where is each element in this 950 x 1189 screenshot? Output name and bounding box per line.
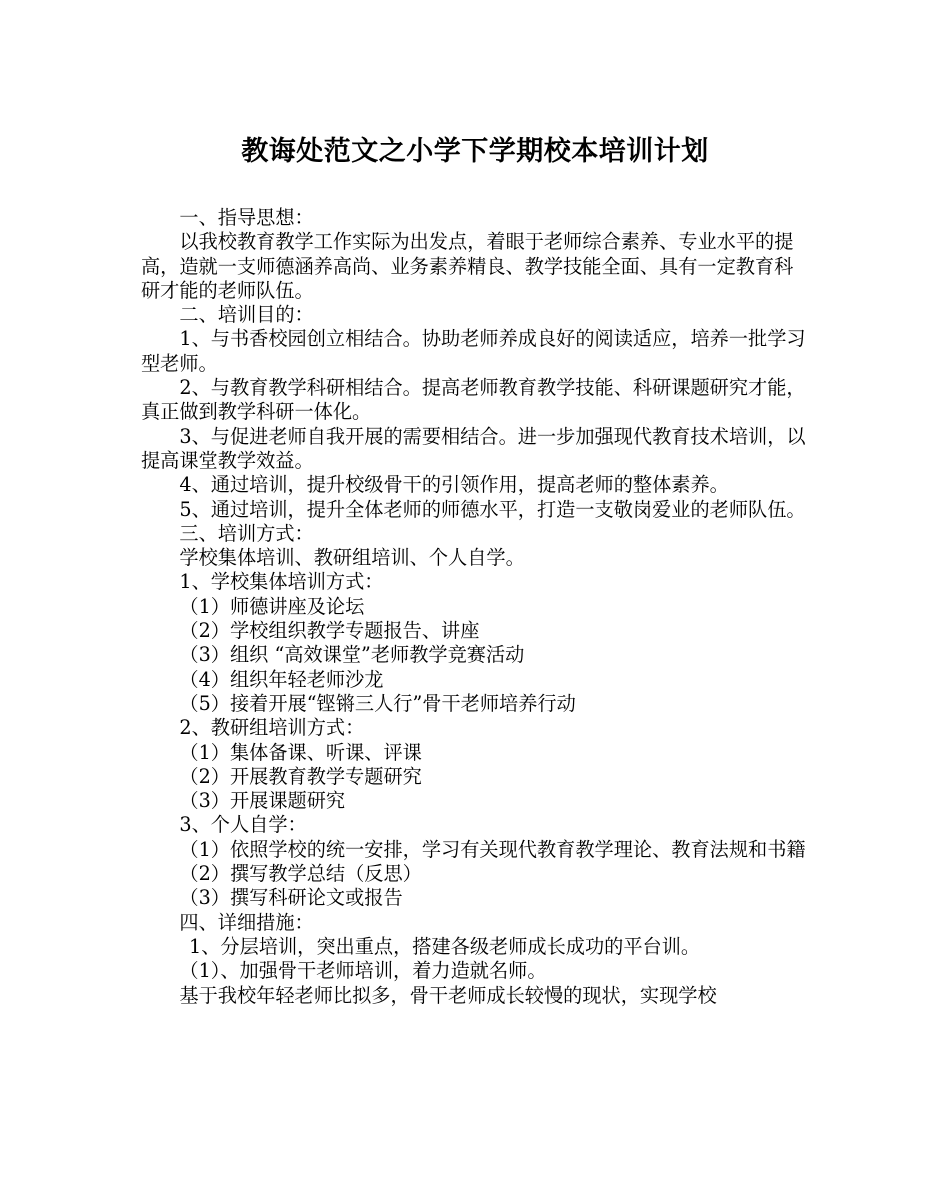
section-heading: 四、详细措施： xyxy=(179,910,314,934)
section-heading: 三、培训方式： xyxy=(179,521,314,545)
body-paragraph: 1、与书香校园创立相结合。协助老师养成良好的阅读适应，培养一批学习型老师。 xyxy=(141,327,806,375)
list-item: （1）集体备课、听课、评课 xyxy=(179,740,422,764)
list-item: （4）组织年轻老师沙龙 xyxy=(179,667,384,691)
body-paragraph: 4、通过培训，提升校级骨干的引领作用，提高老师的整体素养。 xyxy=(179,473,729,497)
body-paragraph: 3、与促进老师自我开展的需要相结合。进一步加强现代教育技术培训，以提高课堂教学效益。 xyxy=(141,424,806,472)
list-item: （3）开展课题研究 xyxy=(179,789,346,813)
list-item: （5）接着开展“铿锵三人行”骨干老师培养行动 xyxy=(179,691,576,715)
body-paragraph: 学校集体培训、教研组培训、个人自学。 xyxy=(179,546,525,570)
list-item: （1）师德讲座及论坛 xyxy=(179,594,365,618)
list-item: （3）组织 “高效课堂”老师教学竞赛活动 xyxy=(179,643,525,667)
document-body xyxy=(141,206,811,1008)
body-paragraph: 基于我校年轻老师比拟多，骨干老师成长较慢的现状，实现学校 xyxy=(179,983,717,1007)
body-paragraph: 1、分层培训，突出重点，搭建各级老师成长成功的平台训。 xyxy=(189,934,701,958)
subsection-heading: 2、教研组培训方式： xyxy=(179,716,365,740)
list-item: （2）开展教育教学专题研究 xyxy=(179,764,422,788)
list-item: （2）学校组织教学专题报告、讲座 xyxy=(179,619,480,643)
list-item: （3）撰写科研论文或报告 xyxy=(179,886,403,910)
section-heading: 一、指导思想： xyxy=(179,206,314,229)
list-item: （2）撰写教学总结（反思） xyxy=(179,862,422,886)
body-paragraph: 2、与教育教学科研相结合。提高老师教育教学技能、科研课题研究才能，真正做到教学科研一体化。 xyxy=(141,376,806,424)
list-item: （1）依照学校的统一安排，学习有关现代教育教学理论、教育法规和书籍 xyxy=(179,837,806,861)
section-heading: 二、培训目的： xyxy=(179,303,314,327)
body-paragraph: 5、通过培训，提升全体老师的师德水平，打造一支敬岗爱业的老师队伍。 xyxy=(179,497,806,521)
subsection-heading: 3、个人自学： xyxy=(179,813,307,837)
body-paragraph: （1）、加强骨干老师培训，着力造就名师。 xyxy=(179,959,547,983)
subsection-heading: 1、学校集体培训方式： xyxy=(179,570,384,594)
document-title: 教诲处范文之小学下学期校本培训计划 xyxy=(241,136,709,167)
body-paragraph: 以我校教育教学工作实际为出发点，着眼于老师综合素养、专业水平的提高，造就一支师德涵养高尚、业务素养精良、教学技能全面、具有一定教育科研才能的老师队伍。 xyxy=(141,230,794,302)
